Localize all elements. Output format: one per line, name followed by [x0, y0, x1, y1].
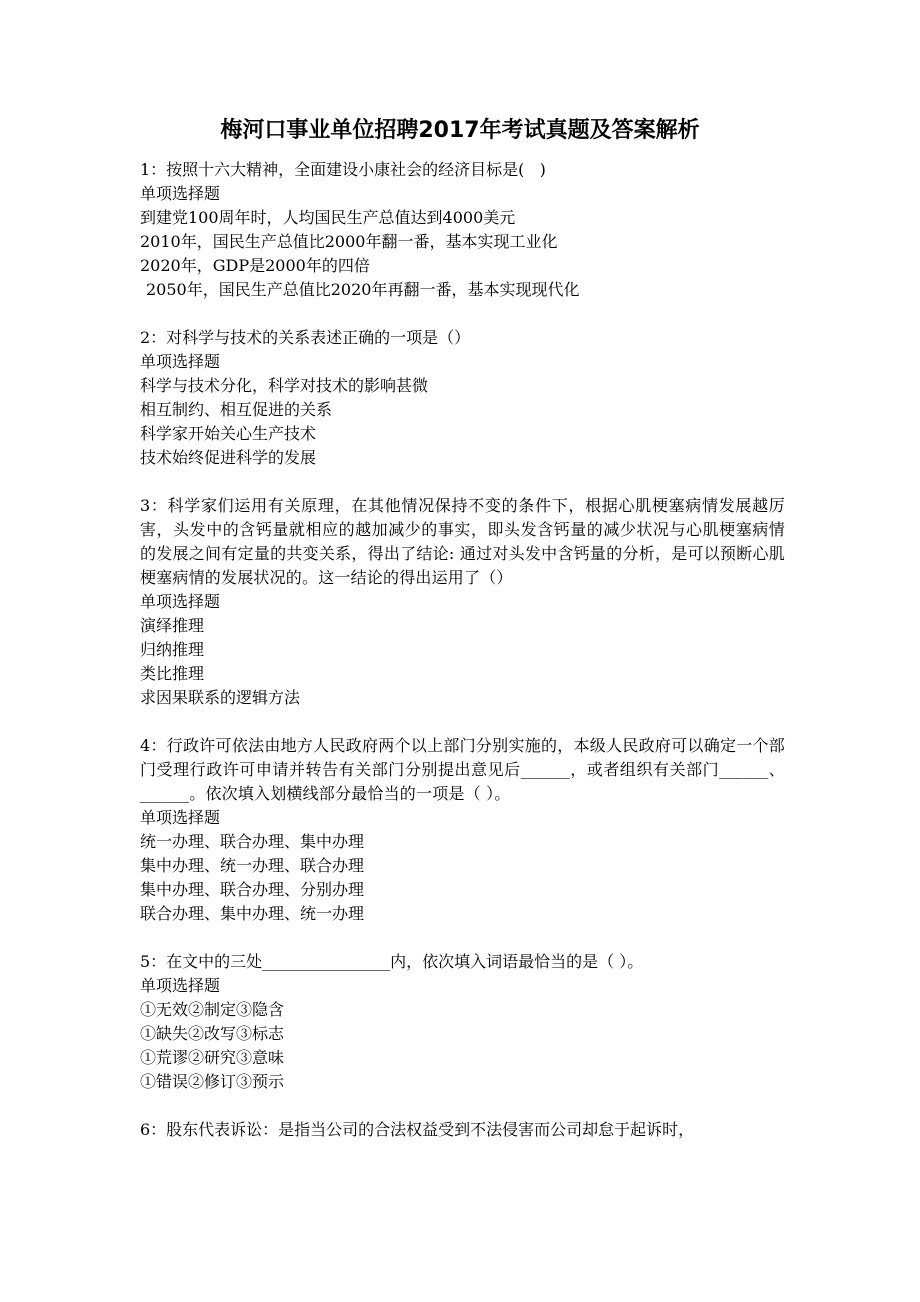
option-d: 联合办理、集中办理、统一办理 [140, 904, 365, 923]
question-6 [140, 1118, 785, 1142]
question-5 [140, 950, 785, 1094]
question-type: 单项选择题 [140, 808, 221, 827]
question-stem: 5：在文中的三处________________内，依次填入词语最恰当的是（ ）。 [140, 952, 644, 971]
question-stem: 3：科学家们运用有关原理，在其他情况保持不变的条件下，根据心肌梗塞病情发展越厉害，头发中的含钙量就相应的越加减少的事实，即头发含钙量的减少状况与心肌梗塞病情的发展之间有定量的共变关系，得出了结论: 通过对头发中含钙量的分析，是可以预断心肌梗塞病情的发展状况的。这一结论的得出运用了（） [140, 496, 785, 587]
option-c: 集中办理、联合办理、分别办理 [140, 880, 365, 899]
option-c: ①荒谬②研究③意味 [140, 1048, 285, 1067]
option-b: 集中办理、统一办理、联合办理 [140, 856, 365, 875]
document-title: 梅河口事业单位招聘2017年考试真题及答案解析 [220, 118, 700, 143]
option-d: 求因果联系的逻辑方法 [140, 688, 301, 707]
question-type: 单项选择题 [140, 184, 221, 203]
question-stem: 6：股东代表诉讼：是指当公司的合法权益受到不法侵害而公司却怠于起诉时， [140, 1120, 695, 1139]
question-1 [140, 158, 785, 302]
option-d: ①错误②修订③预示 [140, 1072, 285, 1091]
option-a: 演绎推理 [140, 616, 205, 635]
question-stem: 2：对科学与技术的关系表述正确的一项是（） [140, 328, 471, 347]
question-3 [140, 494, 785, 710]
option-b: ①缺失②改写③标志 [140, 1024, 285, 1043]
question-2 [140, 326, 785, 470]
option-c: 2020年，GDP是2000年的四倍 [140, 256, 370, 275]
question-list [140, 158, 785, 1166]
option-a: 到建党100周年时，人均国民生产总值达到4000美元 [140, 208, 516, 227]
question-4 [140, 734, 785, 926]
option-a: 统一办理、联合办理、集中办理 [140, 832, 365, 851]
question-stem: 1：按照十六大精神，全面建设小康社会的经济目标是( ) [140, 160, 546, 179]
question-type: 单项选择题 [140, 592, 221, 611]
option-c: 科学家开始关心生产技术 [140, 424, 317, 443]
question-type: 单项选择题 [140, 976, 221, 995]
question-stem: 4：行政许可依法由地方人民政府两个以上部门分别实施的，本级人民政府可以确定一个部门受理行政许可申请并转告有关部门分别提出意见后______，或者组织有关部门______、______。依次填入划横线部分最恰当的一项是（ ）。 [140, 736, 785, 803]
option-b: 归纳推理 [140, 640, 205, 659]
option-d: 技术始终促进科学的发展 [140, 448, 317, 467]
option-b: 2010年，国民生产总值比2000年翻一番，基本实现工业化 [140, 232, 558, 251]
option-a: 科学与技术分化，科学对技术的影响甚微 [140, 376, 429, 395]
option-a: ①无效②制定③隐含 [140, 1000, 285, 1019]
option-c: 类比推理 [140, 664, 205, 683]
option-b: 相互制约、相互促进的关系 [140, 400, 333, 419]
question-type: 单项选择题 [140, 352, 221, 371]
option-d: 2050年，国民生产总值比2020年再翻一番，基本实现现代化 [146, 280, 580, 299]
